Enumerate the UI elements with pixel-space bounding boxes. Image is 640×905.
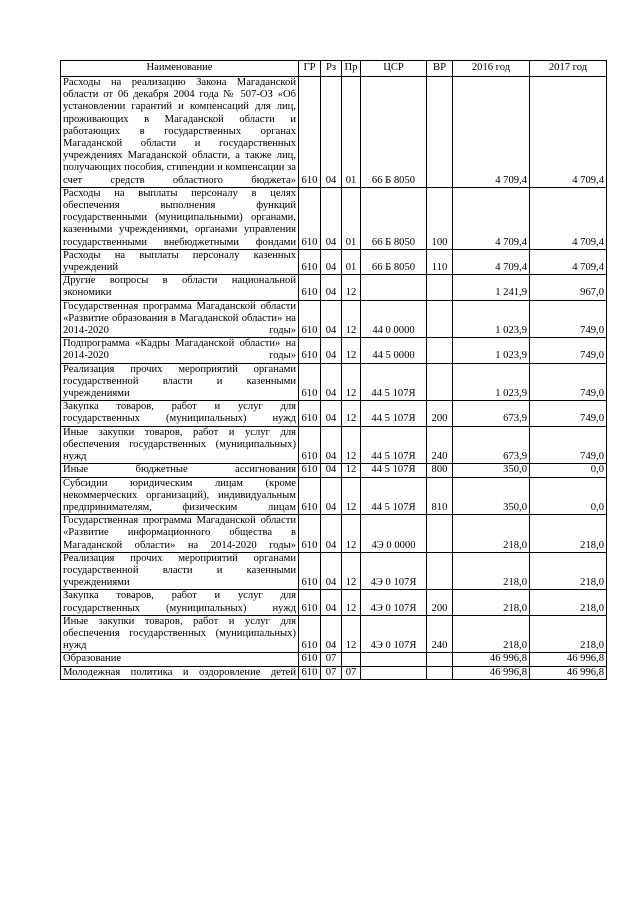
cell-gr: 610	[299, 615, 321, 653]
cell-2016: 1 023,9	[453, 300, 530, 338]
cell-vr: 200	[427, 590, 453, 615]
cell-csr: 44 5 107Я	[361, 464, 427, 477]
cell-rz: 04	[321, 401, 342, 426]
cell-csr: 66 Б 8050	[361, 249, 427, 274]
table-row	[61, 187, 607, 249]
cell-csr: 4Э 0 107Я	[361, 552, 427, 590]
cell-2017: 46 996,8	[530, 666, 607, 679]
cell-name: Расходы на выплаты персоналу казенных учреждений	[61, 249, 299, 274]
cell-gr: 610	[299, 401, 321, 426]
table-row	[61, 615, 607, 653]
header-csr: ЦСР	[361, 61, 427, 77]
cell-rz: 04	[321, 426, 342, 464]
cell-pr: 12	[342, 552, 361, 590]
cell-pr: 12	[342, 338, 361, 363]
cell-csr: 4Э 0 107Я	[361, 590, 427, 615]
cell-2016: 673,9	[453, 426, 530, 464]
table-row	[61, 590, 607, 615]
cell-csr: 4Э 0 107Я	[361, 615, 427, 653]
cell-vr: 200	[427, 401, 453, 426]
cell-pr: 07	[342, 666, 361, 679]
cell-2017: 218,0	[530, 615, 607, 653]
table-row	[61, 249, 607, 274]
cell-name: Подпрограмма «Кадры Магаданской области» на 2014-2020 годы»	[61, 338, 299, 363]
table-header-row	[61, 61, 607, 77]
cell-vr	[427, 653, 453, 666]
cell-2017: 4 709,4	[530, 249, 607, 274]
cell-csr: 4Э 0 0000	[361, 515, 427, 553]
cell-2016: 46 996,8	[453, 666, 530, 679]
cell-pr: 12	[342, 615, 361, 653]
cell-2017: 749,0	[530, 363, 607, 401]
header-pr: Пр	[342, 61, 361, 77]
cell-csr: 44 5 107Я	[361, 401, 427, 426]
cell-vr	[427, 77, 453, 188]
cell-name: Иные бюджетные ассигнования	[61, 464, 299, 477]
table-row	[61, 477, 607, 515]
cell-2016: 218,0	[453, 590, 530, 615]
header-vr: ВР	[427, 61, 453, 77]
cell-2017: 0,0	[530, 464, 607, 477]
cell-gr: 610	[299, 464, 321, 477]
cell-gr: 610	[299, 338, 321, 363]
cell-vr: 240	[427, 615, 453, 653]
cell-pr: 12	[342, 590, 361, 615]
cell-gr: 610	[299, 249, 321, 274]
cell-vr: 100	[427, 187, 453, 249]
table-row	[61, 653, 607, 666]
cell-name: Государственная программа Магаданской области «Развитие образования в Магаданской области» на 2014-2020 годы»	[61, 300, 299, 338]
table-row	[61, 515, 607, 553]
cell-2017: 749,0	[530, 338, 607, 363]
cell-pr: 12	[342, 300, 361, 338]
cell-gr: 610	[299, 77, 321, 188]
cell-name: Другие вопросы в области национальной экономики	[61, 275, 299, 300]
cell-vr	[427, 552, 453, 590]
table-body	[61, 77, 607, 680]
cell-2017: 218,0	[530, 515, 607, 553]
cell-2016: 4 709,4	[453, 77, 530, 188]
cell-2017: 218,0	[530, 590, 607, 615]
cell-2017: 4 709,4	[530, 77, 607, 188]
cell-2016: 350,0	[453, 464, 530, 477]
cell-2017: 4 709,4	[530, 187, 607, 249]
cell-rz: 04	[321, 249, 342, 274]
cell-rz: 04	[321, 275, 342, 300]
cell-2016: 218,0	[453, 552, 530, 590]
table-row	[61, 300, 607, 338]
cell-pr: 01	[342, 187, 361, 249]
cell-rz: 04	[321, 477, 342, 515]
budget-table	[60, 60, 607, 680]
cell-rz: 07	[321, 653, 342, 666]
cell-rz: 04	[321, 363, 342, 401]
cell-vr	[427, 515, 453, 553]
cell-2016: 218,0	[453, 515, 530, 553]
cell-gr: 610	[299, 187, 321, 249]
header-2017: 2017 год	[530, 61, 607, 77]
table-row	[61, 666, 607, 679]
cell-pr: 01	[342, 77, 361, 188]
cell-pr: 12	[342, 515, 361, 553]
table-row	[61, 426, 607, 464]
cell-name: Молодежная политика и оздоровление детей	[61, 666, 299, 679]
header-name: Наименование	[61, 61, 299, 77]
cell-rz: 04	[321, 300, 342, 338]
cell-2016: 4 709,4	[453, 187, 530, 249]
cell-rz: 04	[321, 77, 342, 188]
cell-csr	[361, 653, 427, 666]
cell-csr: 66 Б 8050	[361, 77, 427, 188]
cell-gr: 610	[299, 426, 321, 464]
cell-rz: 07	[321, 666, 342, 679]
cell-2016: 1 023,9	[453, 338, 530, 363]
cell-csr: 44 5 107Я	[361, 426, 427, 464]
cell-2016: 1 023,9	[453, 363, 530, 401]
cell-2017: 0,0	[530, 477, 607, 515]
cell-vr: 800	[427, 464, 453, 477]
cell-2017: 749,0	[530, 401, 607, 426]
cell-gr: 610	[299, 515, 321, 553]
cell-vr	[427, 666, 453, 679]
cell-2017: 749,0	[530, 300, 607, 338]
cell-2016: 4 709,4	[453, 249, 530, 274]
cell-pr: 12	[342, 401, 361, 426]
cell-name: Государственная программа Магаданской области «Развитие информационного общества в Магаданской области» на 2014-2020 годы»	[61, 515, 299, 553]
cell-gr: 610	[299, 666, 321, 679]
cell-vr	[427, 338, 453, 363]
cell-name: Иные закупки товаров, работ и услуг для обеспечения государственных (муниципальных) нужд	[61, 615, 299, 653]
cell-name: Закупка товаров, работ и услуг для государственных (муниципальных) нужд	[61, 401, 299, 426]
cell-pr: 12	[342, 426, 361, 464]
cell-csr: 44 5 0000	[361, 338, 427, 363]
cell-2016: 218,0	[453, 615, 530, 653]
cell-rz: 04	[321, 590, 342, 615]
cell-vr	[427, 363, 453, 401]
table-row	[61, 552, 607, 590]
cell-csr: 66 Б 8050	[361, 187, 427, 249]
table-row	[61, 363, 607, 401]
cell-pr: 12	[342, 275, 361, 300]
header-rz: Рз	[321, 61, 342, 77]
cell-2016: 1 241,9	[453, 275, 530, 300]
cell-name: Закупка товаров, работ и услуг для государственных (муниципальных) нужд	[61, 590, 299, 615]
cell-name: Образование	[61, 653, 299, 666]
cell-name: Реализация прочих мероприятий органами государственной власти и казенными учреждениями	[61, 363, 299, 401]
cell-2016: 350,0	[453, 477, 530, 515]
cell-rz: 04	[321, 187, 342, 249]
cell-2016: 46 996,8	[453, 653, 530, 666]
cell-vr: 110	[427, 249, 453, 274]
cell-pr: 12	[342, 363, 361, 401]
cell-gr: 610	[299, 590, 321, 615]
cell-gr: 610	[299, 363, 321, 401]
cell-pr: 12	[342, 477, 361, 515]
cell-csr: 44 5 107Я	[361, 477, 427, 515]
cell-vr: 240	[427, 426, 453, 464]
cell-csr: 44 5 107Я	[361, 363, 427, 401]
header-gr: ГР	[299, 61, 321, 77]
table-row	[61, 401, 607, 426]
cell-2017: 46 996,8	[530, 653, 607, 666]
cell-2017: 218,0	[530, 552, 607, 590]
cell-name: Расходы на реализацию Закона Магаданской области от 06 декабря 2004 года № 507-ОЗ «Об установлении гарантий и компенсаций для лиц, проживающих в Магаданской области и работающих в государственных органах Магаданской области и государственных учреждениях Магаданской области, а также лиц, получающих пособия, стипендии и компенсации за счет средств областного бюджета»	[61, 77, 299, 188]
cell-rz: 04	[321, 552, 342, 590]
table-row	[61, 338, 607, 363]
cell-vr	[427, 300, 453, 338]
cell-csr	[361, 666, 427, 679]
cell-csr: 44 0 0000	[361, 300, 427, 338]
cell-gr: 610	[299, 477, 321, 515]
cell-name: Субсидии юридическим лицам (кроме некоммерческих организаций), индивидуальным предпринимателям, физическим лицам	[61, 477, 299, 515]
cell-pr	[342, 653, 361, 666]
cell-name: Расходы на выплаты персоналу в целях обеспечения выполнения функций государственными (муниципальными) органами, казенными учреждениями, органами управления государственными внебюджетными фондами	[61, 187, 299, 249]
cell-pr: 12	[342, 464, 361, 477]
cell-rz: 04	[321, 515, 342, 553]
cell-rz: 04	[321, 464, 342, 477]
cell-gr: 610	[299, 275, 321, 300]
table-row	[61, 464, 607, 477]
cell-rz: 04	[321, 338, 342, 363]
cell-csr	[361, 275, 427, 300]
cell-gr: 610	[299, 552, 321, 590]
cell-gr: 610	[299, 300, 321, 338]
cell-rz: 04	[321, 615, 342, 653]
header-2016: 2016 год	[453, 61, 530, 77]
cell-2016: 673,9	[453, 401, 530, 426]
cell-2017: 749,0	[530, 426, 607, 464]
cell-name: Иные закупки товаров, работ и услуг для обеспечения государственных (муниципальных) нужд	[61, 426, 299, 464]
cell-pr: 01	[342, 249, 361, 274]
cell-vr: 810	[427, 477, 453, 515]
cell-2017: 967,0	[530, 275, 607, 300]
table-row	[61, 275, 607, 300]
table-row	[61, 77, 607, 188]
cell-vr	[427, 275, 453, 300]
cell-gr: 610	[299, 653, 321, 666]
cell-name: Реализация прочих мероприятий органами государственной власти и казенными учреждениями	[61, 552, 299, 590]
